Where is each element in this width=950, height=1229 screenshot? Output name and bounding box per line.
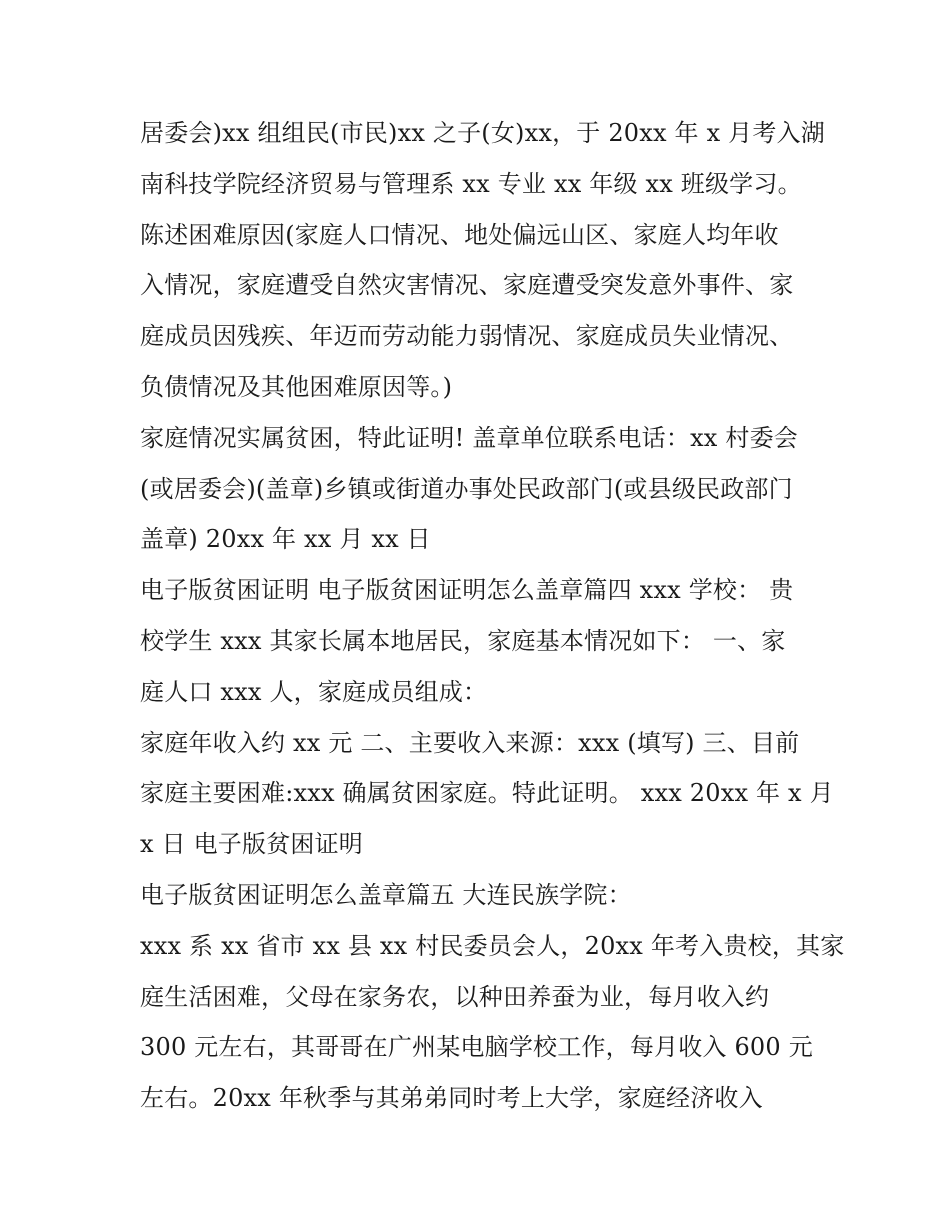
text-line: 南科技学院经济贸易与管理系 xx 专业 xx 年级 xx 班级学习。 xyxy=(140,169,802,198)
text-line: 盖章) 20xx 年 xx 月 xx 日 xyxy=(140,525,431,554)
text-line: 庭人口 xxx 人，家庭成员组成： xyxy=(140,677,488,706)
text-line: 负债情况及其他困难原因等。) xyxy=(140,372,453,401)
text-line: (或居委会)(盖章)乡镇或街道办事处民政部门(或县级民政部门 xyxy=(140,474,793,503)
text-line: 居委会)xx 组组民(市民)xx 之子(女)xx，于 20xx 年 x 月考入湖 xyxy=(140,119,825,147)
text-line: 300 元左右，其哥哥在广州某电脑学校工作，每月收入 600 元 xyxy=(140,1033,813,1062)
text-line: 庭生活困难，父母在家务农，以种田养蚕为业，每月收入约 xyxy=(140,982,770,1011)
text-line: 电子版贫困证明 电子版贫困证明怎么盖章篇四 xxx 学校： 贵 xyxy=(140,576,794,605)
text-line: 左右。20xx 年秋季与其弟弟同时考上大学，家庭经济收入 xyxy=(140,1084,763,1113)
text-line: 电子版贫困证明怎么盖章篇五 大连民族学院： xyxy=(140,880,632,909)
text-line: x 日 电子版贫困证明 xyxy=(140,830,363,859)
text-line: 家庭年收入约 xx 元 二、主要收入来源：xxx (填写) 三、目前 xyxy=(140,728,800,757)
document-body xyxy=(140,108,845,1124)
text-line: 入情况，家庭遭受自然灾害情况、家庭遭受突发意外事件、家 xyxy=(140,271,794,300)
text-line: 陈述困难原因(家庭人口情况、地处偏远山区、家庭人均年收 xyxy=(140,220,779,249)
text-line: 校学生 xxx 其家长属本地居民，家庭基本情况如下： 一、家 xyxy=(140,626,786,655)
text-line: 家庭情况实属贫困，特此证明! 盖章单位联系电话：xx 村委会 xyxy=(140,423,798,452)
text-line: 庭成员因残疾、年迈而劳动能力弱情况、家庭成员失业情况、 xyxy=(140,322,794,351)
text-line: 家庭主要困难:xxx 确属贫困家庭。特此证明。 xxx 20xx 年 x 月 xyxy=(140,779,834,808)
text-line: xxx 系 xx 省市 xx 县 xx 村民委员会人，20xx 年考入贵校，其家 xyxy=(140,931,845,960)
